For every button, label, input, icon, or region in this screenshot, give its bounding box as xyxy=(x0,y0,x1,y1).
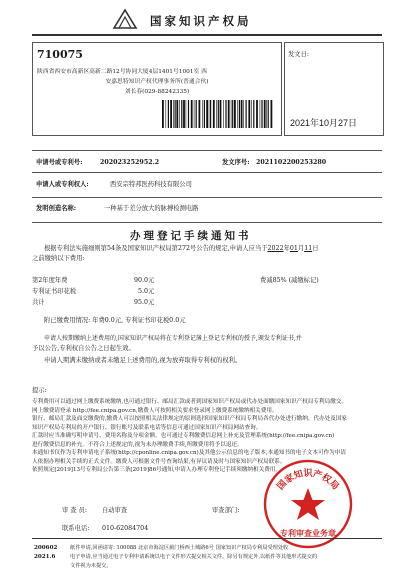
fee-amount: 95.0元 xyxy=(134,299,155,306)
emblem-icon xyxy=(112,8,138,30)
footer-code-2: 2021.6 xyxy=(34,554,56,560)
note-line: 依照规定[2019]13号专利局公告第三条[2019]86号通知,申请人办理专利登记手续须缴纳相关费用。 xyxy=(32,467,281,473)
rule-invention xyxy=(32,222,382,223)
phone-value: 010-62084704 xyxy=(102,525,149,532)
footer-line-3: 文件视为未提交。 xyxy=(70,563,112,569)
due-month: 01 xyxy=(289,245,298,252)
rule-applicant xyxy=(32,197,382,198)
para2: 申请人期满未缴纳或者未缴足上述费用的,视为放弃取得专利权的权利。 xyxy=(44,357,242,364)
intro-text: 根据专利法实施细则第54条及国家知识产权局第272号公告的规定,申请人应当于 xyxy=(44,245,268,252)
footer-code-1: 200602 xyxy=(34,545,58,551)
day-sep: 日 xyxy=(312,245,319,252)
seal-text: 专利审查业务章 xyxy=(280,529,336,538)
fee-amount: 5.0元 xyxy=(138,288,155,295)
app-number-label: 申请号或专利号: xyxy=(36,159,83,166)
fee-name: 第2年度年费 xyxy=(32,277,68,284)
phone-label: 联系电话: xyxy=(62,525,90,532)
note-line: 专利费用可以通过网上缴费系统缴纳,也可通过银行、邮局汇款或者到国家知识产权局或代办处面缴国家知识产权局专利局缴交。 xyxy=(32,399,348,405)
fee-amount: 90.0元 xyxy=(134,277,155,284)
examiner-label: 审 查 员: xyxy=(62,507,88,514)
app-number-value: 202023252952.2 xyxy=(100,159,160,166)
footer-line-2: 电子申请,应当通过电子专利申请系统以电子文件形式提交相关文件。除另有规定外,以纸件等其他形式提交的 xyxy=(70,554,318,560)
note-line: 进行缴费信息的补充。不符合上述规定的,视为未办理缴费手续,所缴费用将予以退还。 xyxy=(32,441,243,448)
note-line: 网上缴费请登录 http://fee.cnipa.gov.cn,缴费人可按照相关要求登录网上缴费系统缴纳相关费用。 xyxy=(32,407,278,414)
notes-heading: 提示: xyxy=(32,387,47,394)
official-seal xyxy=(262,458,354,550)
month-sep: 月 xyxy=(297,245,305,252)
dept-label: 审查部门: xyxy=(212,507,240,514)
note-line: 本通知书仅作为专利申请电子系统(http://cponline.cnipa.gov.cn)及其他公示信息的电子版本,本通知书的电子文本可作为申请 xyxy=(32,450,346,456)
para1-line2: 予以公告,专利权自公告之日起生效。 xyxy=(32,345,135,352)
header-rule xyxy=(32,34,382,36)
notice-title: 办理登记手续通知书 xyxy=(130,230,252,242)
fee-name: 专利证书印花税 xyxy=(32,288,77,295)
serial-value: 2021102200253280 xyxy=(256,159,327,166)
invention-label: 发明创造名称: xyxy=(36,205,77,212)
issue-date-label: 发文日: xyxy=(288,51,310,58)
fee-name: 共计 xyxy=(32,299,45,306)
due-year: 2022 xyxy=(267,245,284,252)
notice-intro-2: 之前缴纳以下费用: xyxy=(32,255,85,262)
address-line-2: 安嘉思特知识产权代理事务所(普通合伙) xyxy=(105,79,209,85)
applicant-value: 西安宗特邦医药科技有限公司 xyxy=(110,181,192,188)
seal-top-text: 国家知识产权局 xyxy=(275,469,341,493)
address-line-3: 刘长春(029-88242335) xyxy=(124,89,190,95)
header-title: 国家知识产权局 xyxy=(150,14,252,28)
paid-status: 附已缴费用情况: 年费0.0元, 专利证书印花税0.0元 xyxy=(44,317,186,324)
address-line-1: 陕西省西安市高新区高新二路12号协同大厦4层1401号1001室 西 xyxy=(37,69,207,75)
postal-code: 710075 xyxy=(37,48,83,61)
rule-app-top xyxy=(32,150,382,151)
note-line: 知识产权局专利局的开户银行、银行账号及联系电话等信息可通过国家知识产权局网站查询。 xyxy=(32,424,262,431)
footer-line-1: 纸件申请,回函请寄: 100088 北京市海淀区蓟门桥西土城路6号 国家知识产权局专利局受理处收 xyxy=(70,545,289,551)
note-line: 汇款时应当准确写明申请号、费用名称及分项金额。也可通过专利缴费信息网上补充及管理系统(http://fee.cnipa.gov.cn) xyxy=(32,433,335,439)
note-line: 银行、邮局汇款及面交缴费的,缴费人可以按照相关法律规定的原则选择国家知识产权局专利局各代办处进行缴纳。代办处及国家 xyxy=(32,416,348,422)
notice-intro xyxy=(44,244,389,253)
year-sep: 年 xyxy=(283,245,290,252)
para1-line1: 申请人按期缴纳上述费用的,国家知识产权局将在专利登记簿上登记专利权的授予,颁发专利证书,并 xyxy=(44,335,302,342)
cnipa-logo xyxy=(112,8,138,30)
rule-app-bottom xyxy=(32,172,382,173)
issue-date-value: 2021年10月27日 xyxy=(290,118,358,128)
rule-footer xyxy=(32,538,382,539)
star-icon xyxy=(291,488,325,520)
invention-value: 一种基于差分放大的脉搏检测电路 xyxy=(104,205,199,212)
barcode xyxy=(160,100,275,128)
applicant-label: 申请人或专利权人: xyxy=(36,181,89,188)
due-day: 11 xyxy=(304,245,313,252)
note-line: 人依据办理相关手续的正式文件。缴费人可根据文件号查询结果,有异议请及时与国家知识产权局联系。 xyxy=(32,458,286,465)
serial-label: 发文序号: xyxy=(222,159,250,166)
examiner-value: 自动审查 xyxy=(102,507,128,514)
fee-note: 费减85% (减缴标记) xyxy=(260,277,319,284)
